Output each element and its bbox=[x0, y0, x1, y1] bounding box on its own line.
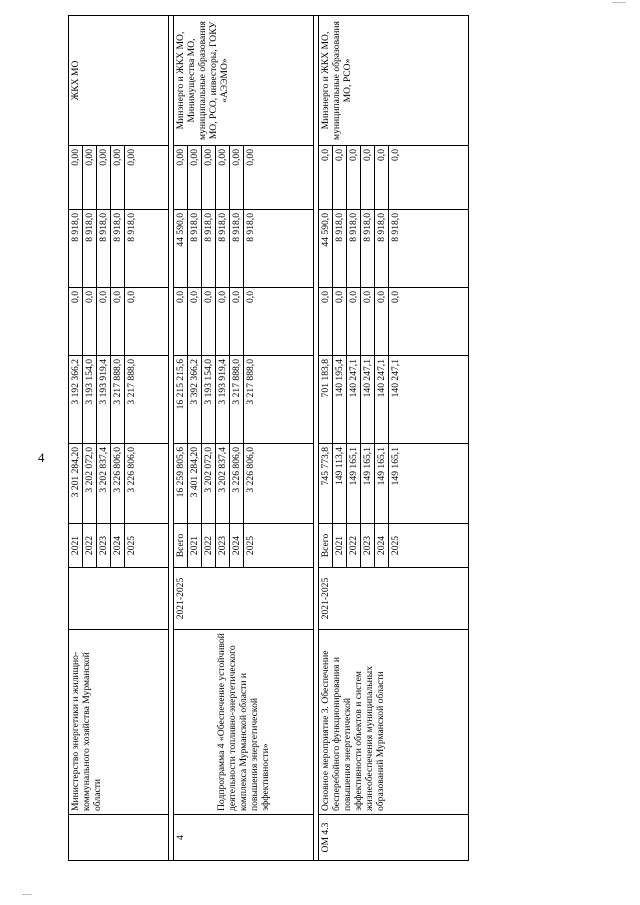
year-cell: Всего bbox=[174, 524, 188, 568]
federal-budget-cell: 0,0 bbox=[97, 288, 111, 356]
other-sources-cell: 0,00 bbox=[174, 146, 188, 210]
table-row bbox=[69, 16, 83, 861]
total-cell: 3 226 806,0 bbox=[244, 444, 314, 524]
executor-cell: Минэнерго и ЖКХ МО, Минимущества МО, муниципальные образования МО, РСО, инвесторы, ГОКУ «АЭЭМО» bbox=[174, 16, 314, 146]
regional-budget-cell: 3 192 366,2 bbox=[69, 356, 83, 444]
municipal-budget-cell: 8 918,0 bbox=[244, 210, 314, 288]
regional-budget-cell: 3 217 888,0 bbox=[244, 356, 314, 444]
period-cell: 2021-2025 bbox=[174, 568, 314, 630]
total-cell: 149 165,1 bbox=[361, 444, 375, 524]
other-sources-cell: 0,00 bbox=[83, 146, 97, 210]
year-cell: 2021 bbox=[69, 524, 83, 568]
federal-budget-cell: 0,0 bbox=[83, 288, 97, 356]
total-cell: 3 226 806,0 bbox=[111, 444, 125, 524]
federal-budget-cell: 0,0 bbox=[333, 288, 347, 356]
year-cell: 2025 bbox=[389, 524, 469, 568]
budget-table bbox=[68, 15, 469, 861]
other-sources-cell: 0,0 bbox=[333, 146, 347, 210]
other-sources-cell: 0,00 bbox=[244, 146, 314, 210]
executor-cell: Минэнерго и ЖКХ МО, муниципальные образования МО, РСО» bbox=[319, 16, 469, 146]
rotated-table-container bbox=[68, 16, 568, 861]
federal-budget-cell: 0,0 bbox=[174, 288, 188, 356]
year-cell: 2025 bbox=[125, 524, 169, 568]
regional-budget-cell: 140 195,4 bbox=[333, 356, 347, 444]
regional-budget-cell: 3 392 366,2 bbox=[188, 356, 202, 444]
total-cell: 3 202 072,0 bbox=[202, 444, 216, 524]
year-cell: 2021 bbox=[188, 524, 202, 568]
block-main-activity bbox=[314, 16, 469, 861]
total-cell: 149 165,1 bbox=[389, 444, 469, 524]
federal-budget-cell: 0,0 bbox=[319, 288, 333, 356]
municipal-budget-cell: 8 918,0 bbox=[216, 210, 230, 288]
federal-budget-cell: 0,0 bbox=[244, 288, 314, 356]
program-name-cell: Основное мероприятие 3. Обеспечение бесперебойного функционирования и повышения энергетической эффективности объектов и систем жизнеобеспечения муниципальных образований Мурманской области bbox=[319, 630, 469, 815]
total-cell: 3 202 837,4 bbox=[216, 444, 230, 524]
federal-budget-cell: 0,0 bbox=[230, 288, 244, 356]
regional-budget-cell: 140 247,1 bbox=[347, 356, 361, 444]
total-cell: 3 202 837,4 bbox=[97, 444, 111, 524]
municipal-budget-cell: 8 918,0 bbox=[361, 210, 375, 288]
other-sources-cell: 0,00 bbox=[69, 146, 83, 210]
other-sources-cell: 0,0 bbox=[347, 146, 361, 210]
total-cell: 149 113,4 bbox=[333, 444, 347, 524]
year-cell: 2025 bbox=[244, 524, 314, 568]
other-sources-cell: 0,00 bbox=[216, 146, 230, 210]
municipal-budget-cell: 8 918,0 bbox=[125, 210, 169, 288]
page-number: 4 bbox=[38, 450, 45, 465]
municipal-budget-cell: 8 918,0 bbox=[347, 210, 361, 288]
federal-budget-cell: 0,0 bbox=[375, 288, 389, 356]
program-name-cell: Подпрограмма 4 «Обеспечение устойчивой деятельности топливно-энергетического комплекса Мурманской области и повышения энергетической эффективности» bbox=[174, 630, 314, 815]
row-number-cell: 4 bbox=[174, 815, 314, 861]
federal-budget-cell: 0,0 bbox=[361, 288, 375, 356]
federal-budget-cell: 0,0 bbox=[125, 288, 169, 356]
federal-budget-cell: 0,0 bbox=[389, 288, 469, 356]
total-cell: 149 165,1 bbox=[375, 444, 389, 524]
block-ministry bbox=[69, 16, 169, 861]
period-cell: 2021-2025 bbox=[319, 568, 469, 630]
other-sources-cell: 0,00 bbox=[230, 146, 244, 210]
table-row bbox=[319, 16, 333, 861]
municipal-budget-cell: 44 590,0 bbox=[319, 210, 333, 288]
other-sources-cell: 0,0 bbox=[361, 146, 375, 210]
other-sources-cell: 0,0 bbox=[375, 146, 389, 210]
other-sources-cell: 0,0 bbox=[319, 146, 333, 210]
municipal-budget-cell: 8 918,0 bbox=[111, 210, 125, 288]
year-cell: 2021 bbox=[333, 524, 347, 568]
program-name-cell: Министерство энергетики и жилищно-коммунального хозяйства Мурманской области bbox=[69, 630, 169, 815]
other-sources-cell: 0,00 bbox=[111, 146, 125, 210]
regional-budget-cell: 3 193 154,0 bbox=[202, 356, 216, 444]
regional-budget-cell: 3 193 919,4 bbox=[97, 356, 111, 444]
year-cell: Всего bbox=[319, 524, 333, 568]
year-cell: 2022 bbox=[347, 524, 361, 568]
year-cell: 2023 bbox=[361, 524, 375, 568]
scan-mark bbox=[612, 2, 626, 3]
executor-cell: ЖКХ МО bbox=[69, 16, 169, 146]
period-cell bbox=[69, 568, 169, 630]
scan-mark bbox=[22, 894, 32, 895]
federal-budget-cell: 0,0 bbox=[188, 288, 202, 356]
municipal-budget-cell: 8 918,0 bbox=[97, 210, 111, 288]
total-cell: 3 226 806,0 bbox=[230, 444, 244, 524]
federal-budget-cell: 0,0 bbox=[347, 288, 361, 356]
total-cell: 3 202 072,0 bbox=[83, 444, 97, 524]
total-cell: 3 226 806,0 bbox=[125, 444, 169, 524]
row-number-cell: ОМ 4.3 bbox=[319, 815, 469, 861]
federal-budget-cell: 0,0 bbox=[202, 288, 216, 356]
total-cell: 149 165,1 bbox=[347, 444, 361, 524]
municipal-budget-cell: 8 918,0 bbox=[230, 210, 244, 288]
block-subprogram bbox=[169, 16, 314, 861]
regional-budget-cell: 140 247,1 bbox=[375, 356, 389, 444]
municipal-budget-cell: 44 590,0 bbox=[174, 210, 188, 288]
year-cell: 2022 bbox=[202, 524, 216, 568]
regional-budget-cell: 3 217 888,0 bbox=[125, 356, 169, 444]
year-cell: 2023 bbox=[216, 524, 230, 568]
federal-budget-cell: 0,0 bbox=[111, 288, 125, 356]
year-cell: 2023 bbox=[97, 524, 111, 568]
municipal-budget-cell: 8 918,0 bbox=[202, 210, 216, 288]
regional-budget-cell: 3 193 154,0 bbox=[83, 356, 97, 444]
federal-budget-cell: 0,0 bbox=[69, 288, 83, 356]
other-sources-cell: 0,00 bbox=[97, 146, 111, 210]
regional-budget-cell: 16 215 215,6 bbox=[174, 356, 188, 444]
regional-budget-cell: 3 217 888,0 bbox=[111, 356, 125, 444]
year-cell: 2024 bbox=[375, 524, 389, 568]
year-cell: 2024 bbox=[230, 524, 244, 568]
total-cell: 3 201 284,20 bbox=[69, 444, 83, 524]
year-cell: 2022 bbox=[83, 524, 97, 568]
year-cell: 2024 bbox=[111, 524, 125, 568]
federal-budget-cell: 0,0 bbox=[216, 288, 230, 356]
regional-budget-cell: 701 183,8 bbox=[319, 356, 333, 444]
municipal-budget-cell: 8 918,0 bbox=[333, 210, 347, 288]
other-sources-cell: 0,00 bbox=[202, 146, 216, 210]
municipal-budget-cell: 8 918,0 bbox=[389, 210, 469, 288]
regional-budget-cell: 3 217 888,0 bbox=[230, 356, 244, 444]
total-cell: 745 773,8 bbox=[319, 444, 333, 524]
municipal-budget-cell: 8 918,0 bbox=[69, 210, 83, 288]
document-page bbox=[68, 16, 568, 861]
regional-budget-cell: 140 247,1 bbox=[389, 356, 469, 444]
municipal-budget-cell: 8 918,0 bbox=[375, 210, 389, 288]
municipal-budget-cell: 8 918,0 bbox=[188, 210, 202, 288]
other-sources-cell: 0,00 bbox=[188, 146, 202, 210]
total-cell: 3 401 284,20 bbox=[188, 444, 202, 524]
table-row bbox=[174, 16, 188, 861]
other-sources-cell: 0,0 bbox=[389, 146, 469, 210]
total-cell: 16 259 805,6 bbox=[174, 444, 188, 524]
municipal-budget-cell: 8 918,0 bbox=[83, 210, 97, 288]
regional-budget-cell: 140 247,1 bbox=[361, 356, 375, 444]
regional-budget-cell: 3 193 919,4 bbox=[216, 356, 230, 444]
other-sources-cell: 0,00 bbox=[125, 146, 169, 210]
row-number-cell bbox=[69, 815, 169, 861]
